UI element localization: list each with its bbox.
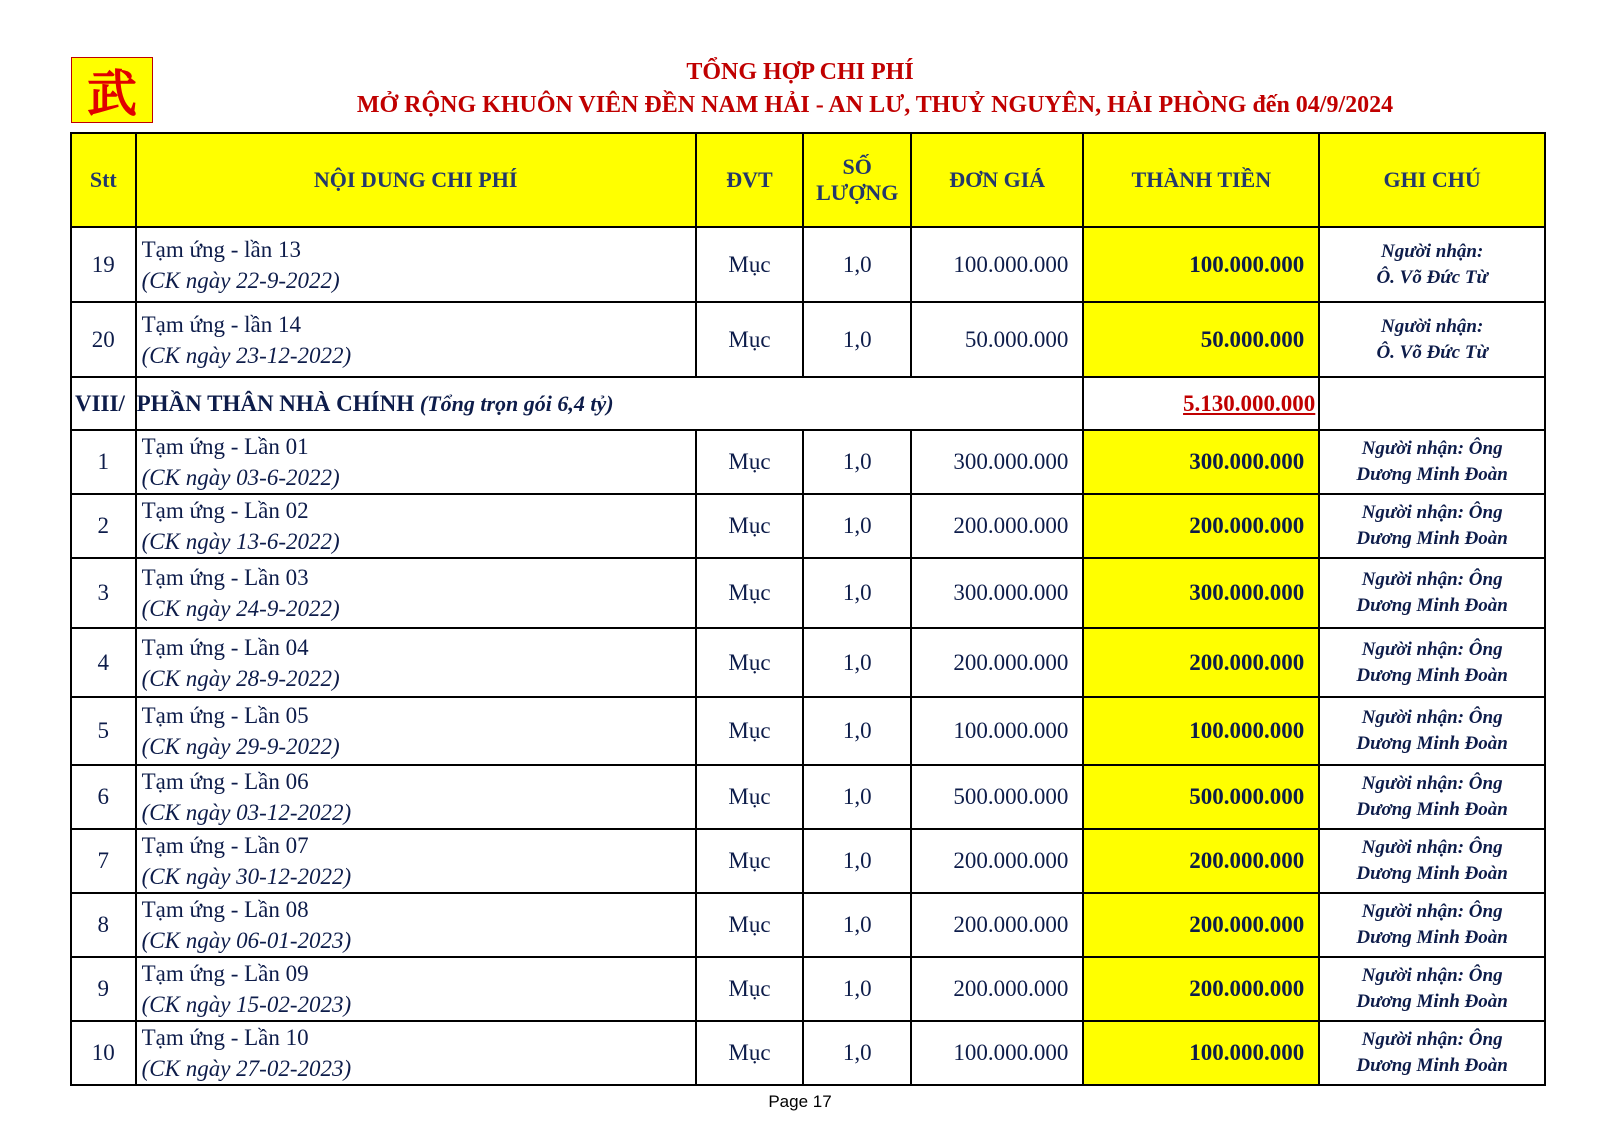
row-remark-line1: Người nhận: Ông [1361, 965, 1503, 986]
row-note: (CK ngày 24-9-2022) [141, 596, 340, 621]
row-content [136, 1021, 696, 1085]
row-amount: 100.000.000 [1083, 227, 1319, 302]
row-amount: 300.000.000 [1083, 430, 1319, 494]
row-content [136, 430, 696, 494]
table-row [71, 558, 1545, 628]
row-amount: 200.000.000 [1083, 494, 1319, 558]
row-note: (CK ngày 22-9-2022) [141, 267, 340, 293]
row-label: Tạm ứng - Lần 04 [141, 634, 309, 660]
row-price: 500.000.000 [911, 765, 1083, 829]
section-total: 5.130.000.000 [1083, 377, 1319, 430]
row-qty: 1,0 [803, 829, 911, 893]
row-unit: Mục [696, 558, 804, 628]
row-amount: 500.000.000 [1083, 765, 1319, 829]
row-remark-line2: Ô. Võ Đức Từ [1376, 341, 1488, 363]
row-remark [1319, 893, 1545, 957]
col-header-price: ĐƠN GIÁ [911, 133, 1083, 227]
table-row [71, 430, 1545, 494]
row-remark [1319, 628, 1545, 697]
col-header-amount: THÀNH TIỀN [1083, 133, 1319, 227]
col-header-qty [803, 133, 911, 227]
row-amount: 100.000.000 [1083, 697, 1319, 765]
row-stt: 3 [71, 558, 136, 628]
row-remark-line1: Người nhận: Ông [1361, 569, 1503, 590]
row-remark-line2: Dương Minh Đoàn [1356, 863, 1508, 884]
col-header-qty-line2: LƯỢNG [816, 180, 899, 205]
section-note: (Tổng trọn gói 6,4 tỷ) [419, 390, 614, 416]
page-number: Page 17 [768, 1092, 832, 1111]
row-label: Tạm ứng - Lần 01 [141, 434, 309, 459]
row-price: 100.000.000 [911, 227, 1083, 302]
row-note: (CK ngày 23-12-2022) [141, 342, 352, 368]
row-note: (CK ngày 28-9-2022) [141, 665, 340, 691]
row-remark-line2: Dương Minh Đoàn [1356, 799, 1508, 820]
row-remark-line2: Dương Minh Đoàn [1356, 733, 1508, 754]
row-note: (CK ngày 15-02-2023) [141, 992, 352, 1017]
row-remark [1319, 227, 1545, 302]
row-remark [1319, 697, 1545, 765]
row-stt: 1 [71, 430, 136, 494]
row-price: 100.000.000 [911, 697, 1083, 765]
row-stt: 8 [71, 893, 136, 957]
col-header-remark: GHI CHÚ [1319, 133, 1545, 227]
row-remark-line1: Người nhận: Ông [1361, 837, 1503, 858]
row-note: (CK ngày 30-12-2022) [141, 864, 352, 889]
section-stt: VIII/ [71, 377, 136, 430]
header-row [71, 133, 1545, 227]
row-unit: Mục [696, 227, 804, 302]
row-unit: Mục [696, 302, 804, 377]
row-remark [1319, 1021, 1545, 1085]
row-qty: 1,0 [803, 765, 911, 829]
row-content [136, 302, 696, 377]
row-note: (CK ngày 13-6-2022) [141, 529, 340, 554]
row-remark [1319, 765, 1545, 829]
row-label: Tạm ứng - Lần 05 [141, 703, 309, 728]
row-remark-line2: Dương Minh Đoàn [1356, 1055, 1508, 1076]
row-remark-line1: Người nhận: Ông [1361, 773, 1503, 794]
table-row [71, 957, 1545, 1021]
row-price: 300.000.000 [911, 430, 1083, 494]
row-remark-line2: Dương Minh Đoàn [1356, 528, 1508, 549]
logo-glyph: 武 [87, 64, 137, 123]
row-qty: 1,0 [803, 430, 911, 494]
row-unit: Mục [696, 893, 804, 957]
row-note: (CK ngày 27-02-2023) [141, 1056, 352, 1081]
row-qty: 1,0 [803, 494, 911, 558]
row-label: Tạm ứng - Lần 08 [141, 897, 309, 922]
row-price: 200.000.000 [911, 957, 1083, 1021]
row-price: 100.000.000 [911, 1021, 1083, 1085]
row-label: Tạm ứng - Lần 02 [141, 498, 309, 523]
table-row [71, 494, 1545, 558]
row-qty: 1,0 [803, 957, 911, 1021]
row-remark-line1: Người nhận: Ông [1361, 502, 1503, 523]
row-label: Tạm ứng - lần 14 [141, 311, 301, 337]
row-amount: 50.000.000 [1083, 302, 1319, 377]
row-remark-line2: Dương Minh Đoàn [1356, 464, 1508, 485]
row-qty: 1,0 [803, 302, 911, 377]
row-content [136, 628, 696, 697]
section-row [71, 377, 1545, 430]
table-row [71, 697, 1545, 765]
row-remark-line2: Ô. Võ Đức Từ [1376, 266, 1488, 288]
col-header-stt: Stt [71, 133, 136, 227]
row-stt: 19 [71, 227, 136, 302]
section-remark [1319, 377, 1545, 430]
row-note: (CK ngày 03-12-2022) [141, 800, 352, 825]
col-header-unit: ĐVT [696, 133, 804, 227]
row-remark [1319, 494, 1545, 558]
table-row [71, 227, 1545, 302]
cost-table [70, 132, 1546, 1086]
row-unit: Mục [696, 1021, 804, 1085]
row-remark-line1: Người nhận: Ông [1361, 638, 1503, 660]
row-qty: 1,0 [803, 893, 911, 957]
row-content [136, 697, 696, 765]
row-note: (CK ngày 06-01-2023) [141, 928, 352, 953]
row-stt: 20 [71, 302, 136, 377]
row-remark-line1: Người nhận: Ông [1361, 707, 1503, 728]
row-remark-line2: Dương Minh Đoàn [1356, 595, 1508, 616]
row-label: Tạm ứng - Lần 09 [141, 961, 309, 986]
row-amount: 200.000.000 [1083, 628, 1319, 697]
row-stt: 5 [71, 697, 136, 765]
row-remark-line2: Dương Minh Đoàn [1356, 664, 1508, 686]
table-row [71, 829, 1545, 893]
table-row [71, 893, 1545, 957]
row-unit: Mục [696, 697, 804, 765]
row-content [136, 765, 696, 829]
row-content [136, 558, 696, 628]
row-price: 200.000.000 [911, 628, 1083, 697]
row-label: Tạm ứng - Lần 03 [141, 565, 309, 590]
row-remark-line1: Người nhận: Ông [1361, 901, 1503, 922]
row-remark [1319, 829, 1545, 893]
row-amount: 200.000.000 [1083, 829, 1319, 893]
row-content [136, 829, 696, 893]
section-title-cell [136, 377, 1084, 430]
row-stt: 6 [71, 765, 136, 829]
row-unit: Mục [696, 628, 804, 697]
row-price: 300.000.000 [911, 558, 1083, 628]
row-remark [1319, 430, 1545, 494]
row-price: 200.000.000 [911, 893, 1083, 957]
row-remark-line1: Người nhận: [1380, 315, 1484, 337]
page-title: TỔNG HỢP CHI PHÍ [686, 59, 914, 85]
row-content [136, 494, 696, 558]
section-title: PHẦN THÂN NHÀ CHÍNH [136, 390, 415, 416]
row-note: (CK ngày 29-9-2022) [141, 734, 340, 759]
row-unit: Mục [696, 494, 804, 558]
row-qty: 1,0 [803, 227, 911, 302]
row-unit: Mục [696, 765, 804, 829]
row-stt: 2 [71, 494, 136, 558]
col-header-qty-line1: SỐ [842, 154, 872, 179]
table-row [71, 765, 1545, 829]
col-header-content: NỘI DUNG CHI PHÍ [136, 133, 696, 227]
row-stt: 7 [71, 829, 136, 893]
row-amount: 200.000.000 [1083, 893, 1319, 957]
table-row [71, 302, 1545, 377]
row-stt: 4 [71, 628, 136, 697]
row-remark-line1: Người nhận: Ông [1361, 1029, 1503, 1050]
table-row [71, 1021, 1545, 1085]
row-remark-line2: Dương Minh Đoàn [1356, 927, 1508, 948]
row-qty: 1,0 [803, 558, 911, 628]
row-note: (CK ngày 03-6-2022) [141, 465, 340, 490]
row-stt: 9 [71, 957, 136, 1021]
row-label: Tạm ứng - lần 13 [141, 236, 301, 262]
row-content [136, 227, 696, 302]
row-content [136, 957, 696, 1021]
row-amount: 200.000.000 [1083, 957, 1319, 1021]
row-remark [1319, 302, 1545, 377]
row-label: Tạm ứng - Lần 10 [141, 1025, 309, 1050]
row-qty: 1,0 [803, 1021, 911, 1085]
row-amount: 100.000.000 [1083, 1021, 1319, 1085]
row-label: Tạm ứng - Lần 07 [141, 833, 309, 858]
row-remark [1319, 558, 1545, 628]
row-qty: 1,0 [803, 628, 911, 697]
row-remark-line1: Người nhận: [1380, 240, 1484, 262]
page-subtitle: MỞ RỘNG KHUÔN VIÊN ĐỀN NAM HẢI - AN LƯ, THUỶ NGUYÊN, HẢI PHÒNG đến 04/9/2024 [356, 92, 1394, 118]
table-row [71, 628, 1545, 697]
table-body [71, 227, 1545, 1085]
row-qty: 1,0 [803, 697, 911, 765]
row-remark [1319, 957, 1545, 1021]
row-unit: Mục [696, 829, 804, 893]
row-remark-line2: Dương Minh Đoàn [1356, 991, 1508, 1012]
row-price: 50.000.000 [911, 302, 1083, 377]
row-label: Tạm ứng - Lần 06 [141, 769, 309, 794]
row-unit: Mục [696, 430, 804, 494]
row-stt: 10 [71, 1021, 136, 1085]
row-remark-line1: Người nhận: Ông [1361, 438, 1503, 459]
row-content [136, 893, 696, 957]
row-price: 200.000.000 [911, 494, 1083, 558]
row-price: 200.000.000 [911, 829, 1083, 893]
row-amount: 300.000.000 [1083, 558, 1319, 628]
row-unit: Mục [696, 957, 804, 1021]
